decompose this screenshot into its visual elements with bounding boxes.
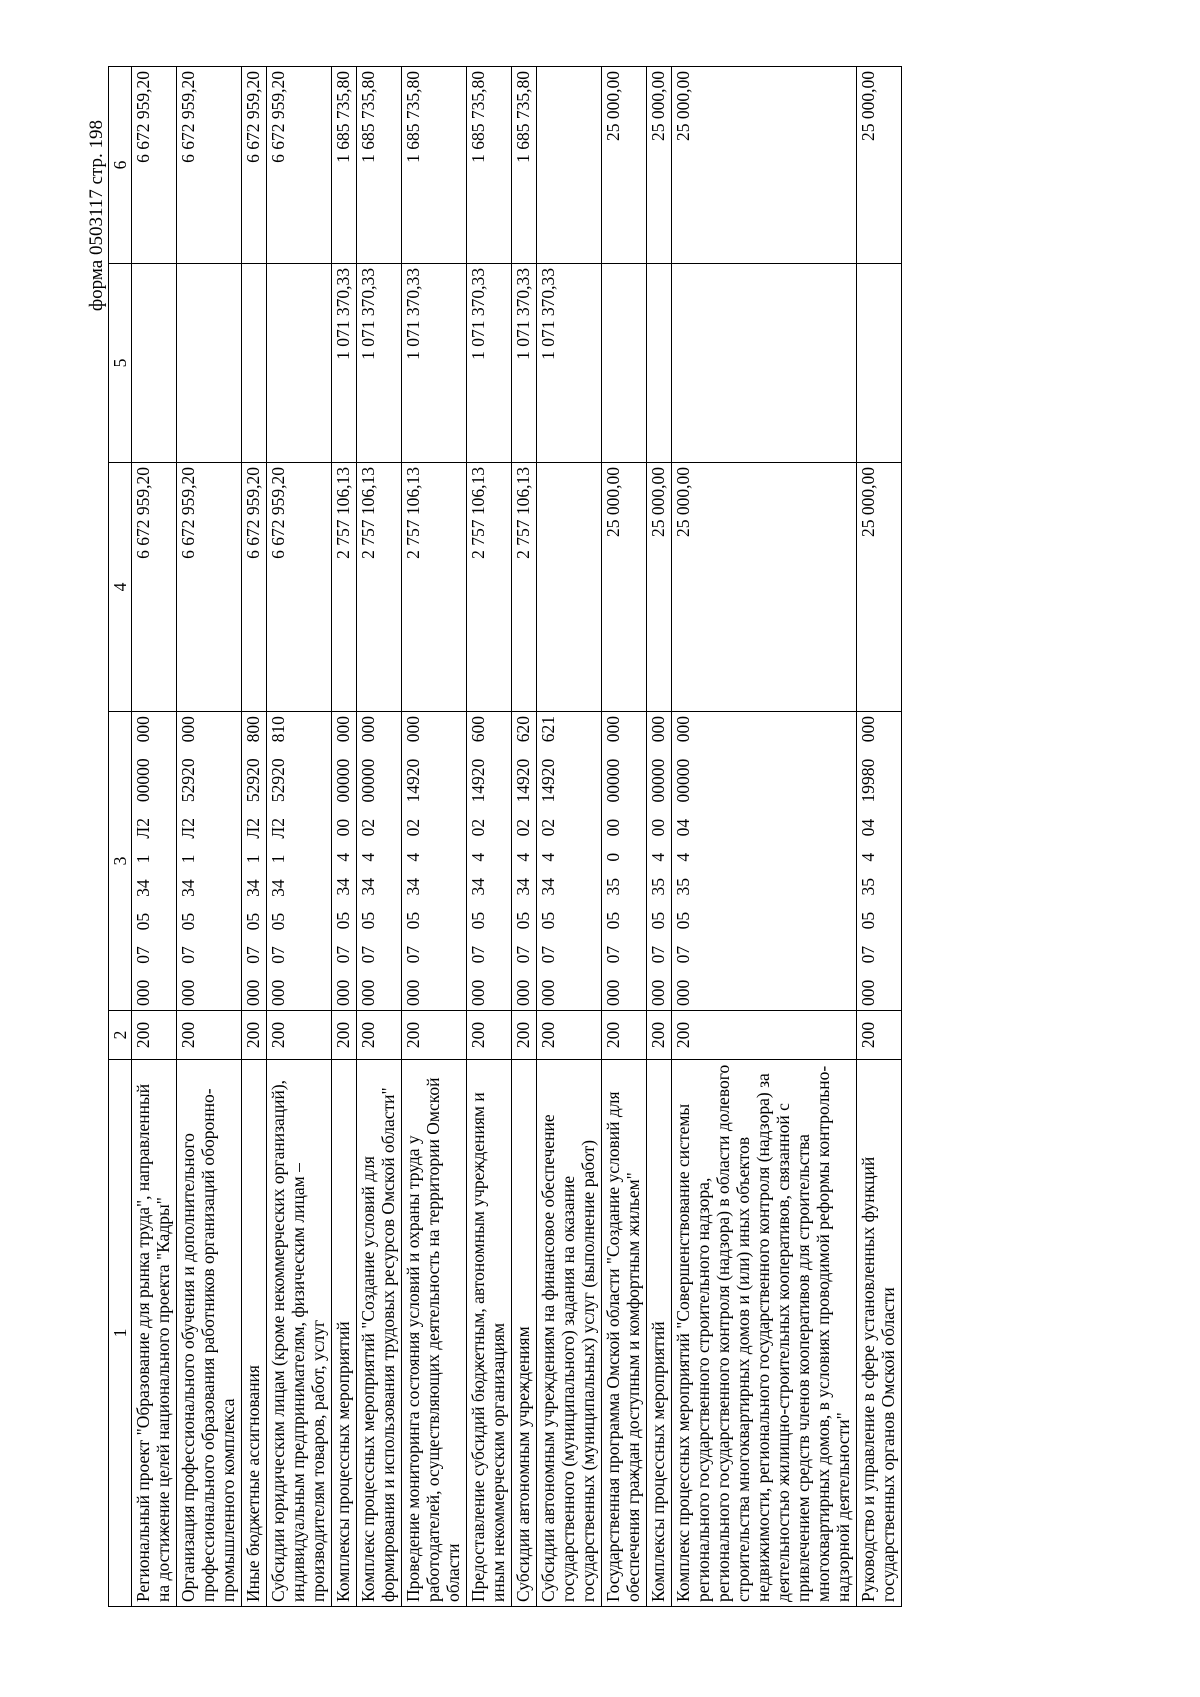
budget-code-part: 000 <box>858 716 878 743</box>
row-col-5-value: 1 071 370,33 <box>402 264 467 463</box>
header-col-2: 2 <box>109 1011 132 1060</box>
row-name: Региональный проект "Образование для рынка труда", направленный на достижение целей национального проекта "Кадры" <box>132 1060 177 1607</box>
budget-code-parts <box>333 716 353 1006</box>
form-label: форма 0503117 стр. 198 <box>86 120 107 312</box>
row-col-4-value: 2 757 106,13 <box>512 463 537 712</box>
row-col-6-value: 6 672 959,20 <box>132 67 177 264</box>
table-row <box>267 67 332 1607</box>
header-col-6: 6 <box>109 67 132 264</box>
budget-code-part: 620 <box>513 716 533 743</box>
budget-code-parts <box>648 716 668 1006</box>
header-row <box>109 67 132 1607</box>
table-row <box>467 67 512 1607</box>
budget-code-part: 000 <box>603 979 623 1006</box>
budget-code-part: 05 <box>468 911 488 930</box>
budget-code-part: 05 <box>673 911 693 930</box>
budget-code-part: 000 <box>603 716 623 743</box>
budget-code-part: 05 <box>358 911 378 930</box>
budget-code-part: 4 <box>333 852 353 862</box>
budget-code-part: 05 <box>513 911 533 930</box>
budget-code-part: 02 <box>513 818 533 837</box>
budget-code-parts <box>178 716 198 1006</box>
budget-code-part: 621 <box>538 716 558 743</box>
budget-code-part: 000 <box>358 716 378 743</box>
budget-code-parts <box>133 716 153 1006</box>
table-row <box>857 67 902 1607</box>
budget-code-part: 05 <box>603 911 623 930</box>
budget-code-part: 00000 <box>333 758 353 803</box>
budget-code-part: 02 <box>538 818 558 837</box>
table-row <box>512 67 537 1607</box>
row-col-4-value: 6 672 959,20 <box>177 463 242 712</box>
row-budget-code <box>672 712 857 1011</box>
row-line-code: 200 <box>332 1011 357 1060</box>
row-line-code: 200 <box>242 1011 267 1060</box>
row-name: Проведение мониторинга состояния условий и охраны труда у работодателей, осуществляющих деятельность на территории Омской области <box>402 1060 467 1607</box>
row-line-code: 200 <box>467 1011 512 1060</box>
budget-code-part: 04 <box>858 818 878 837</box>
row-name: Субсидии автономным учреждениям <box>512 1060 537 1607</box>
budget-code-part: 4 <box>513 852 533 862</box>
header-col-3: 3 <box>109 712 132 1011</box>
budget-code-part: 4 <box>673 852 693 862</box>
budget-code-part: 05 <box>858 911 878 930</box>
budget-code-part: Л2 <box>178 818 198 839</box>
row-line-code: 200 <box>537 1011 602 1060</box>
budget-code-part: 34 <box>358 877 378 896</box>
row-name: Комплекс процессных мероприятий "Совершенствование системы регионального государственного строительного надзора, регионального государственного контроля (надзора) в области долевого строительства многоквартирных домов и (или) иных объектов недвижимости, регионального государственного контроля (надзора) за деятельностью жилищно-строительных кооперативов, связанной с привлечением средств членов кооперативов для строительства многоквартирных домов, в условиях проводимой реформы контрольно-надзорной деятельности" <box>672 1060 857 1607</box>
row-budget-code <box>332 712 357 1011</box>
budget-code-part: 000 <box>673 979 693 1006</box>
budget-code-part: 000 <box>133 979 153 1006</box>
budget-code-part: 35 <box>603 877 623 896</box>
budget-code-part: 05 <box>243 912 263 931</box>
budget-code-part: 000 <box>403 716 423 743</box>
row-line-code: 200 <box>602 1011 647 1060</box>
budget-code-parts <box>468 716 488 1006</box>
budget-code-part: 52920 <box>268 758 288 803</box>
header-col-4: 4 <box>109 463 132 712</box>
header-col-1: 1 <box>109 1060 132 1607</box>
budget-code-part: 00 <box>333 818 353 837</box>
budget-code-part: 4 <box>468 852 488 862</box>
row-col-6-value: 1 685 735,80 <box>467 67 512 264</box>
row-col-5-value: 1 071 370,33 <box>357 264 402 463</box>
report-table <box>108 66 902 1607</box>
row-col-6-value: 6 672 959,20 <box>177 67 242 264</box>
budget-code-part: 34 <box>243 879 263 897</box>
budget-code-part: 07 <box>243 946 263 964</box>
budget-code-part: 07 <box>603 945 623 964</box>
budget-code-part: 000 <box>358 979 378 1006</box>
row-col-4-value <box>537 463 602 712</box>
budget-code-part: 07 <box>468 945 488 964</box>
budget-code-part: 52920 <box>178 758 198 803</box>
row-col-6-value: 25 000,00 <box>857 67 902 264</box>
row-col-6-value: 25 000,00 <box>647 67 672 264</box>
budget-code-part: 00000 <box>358 758 378 803</box>
budget-code-part: 35 <box>648 877 668 896</box>
row-col-5-value: 1 071 370,33 <box>537 264 602 463</box>
row-line-code: 200 <box>647 1011 672 1060</box>
budget-code-parts <box>268 716 288 1006</box>
table-row <box>132 67 177 1607</box>
row-col-4-value: 25 000,00 <box>602 463 647 712</box>
row-col-4-value: 25 000,00 <box>857 463 902 712</box>
row-line-code: 200 <box>857 1011 902 1060</box>
row-col-5-value <box>177 264 242 463</box>
budget-code-part: 02 <box>403 818 423 837</box>
budget-code-part: 000 <box>538 979 558 1006</box>
row-col-5-value <box>132 264 177 463</box>
table-row <box>357 67 402 1607</box>
budget-code-parts <box>403 716 423 1006</box>
budget-code-part: 05 <box>403 911 423 930</box>
table-body <box>132 67 902 1607</box>
row-col-4-value: 2 757 106,13 <box>467 463 512 712</box>
row-budget-code <box>242 712 267 1011</box>
row-col-6-value: 6 672 959,20 <box>242 67 267 264</box>
row-col-4-value: 2 757 106,13 <box>402 463 467 712</box>
budget-code-part: 07 <box>858 945 878 964</box>
budget-code-parts <box>243 716 263 1006</box>
row-col-4-value: 25 000,00 <box>672 463 857 712</box>
budget-code-part: 05 <box>333 911 353 930</box>
row-line-code: 200 <box>402 1011 467 1060</box>
row-col-5-value: 1 071 370,33 <box>467 264 512 463</box>
table-row <box>672 67 857 1607</box>
budget-code-part: 00 <box>648 818 668 837</box>
budget-code-part: 05 <box>268 912 288 931</box>
row-budget-code <box>467 712 512 1011</box>
table-row <box>537 67 602 1607</box>
row-budget-code <box>602 712 647 1011</box>
row-name: Иные бюджетные ассигнования <box>242 1060 267 1607</box>
budget-code-part: 07 <box>358 945 378 964</box>
budget-code-parts <box>673 716 693 1006</box>
budget-code-part: 14920 <box>403 758 423 803</box>
budget-code-part: 34 <box>538 877 558 896</box>
budget-code-parts <box>858 716 878 1006</box>
row-col-4-value: 6 672 959,20 <box>132 463 177 712</box>
budget-code-part: 07 <box>648 945 668 964</box>
row-col-4-value: 6 672 959,20 <box>267 463 332 712</box>
budget-code-part: 07 <box>133 946 153 964</box>
budget-code-part: 35 <box>858 877 878 896</box>
budget-code-part: 07 <box>403 945 423 964</box>
budget-code-part: 4 <box>648 852 668 862</box>
budget-code-part: 00000 <box>133 758 153 803</box>
row-name: Предоставление субсидий бюджетным, автономным учреждениям и иным некоммерческим организациям <box>467 1060 512 1607</box>
row-col-5-value <box>602 264 647 463</box>
row-name: Комплексы процессных мероприятий <box>332 1060 357 1607</box>
row-budget-code <box>177 712 242 1011</box>
budget-code-part: 02 <box>358 818 378 837</box>
budget-code-part: 000 <box>178 979 198 1006</box>
budget-code-part: 00000 <box>648 758 668 803</box>
row-name: Руководство и управление в сфере установленных функций государственных органов Омской области <box>857 1060 902 1607</box>
budget-code-part: 000 <box>858 979 878 1006</box>
table-row <box>602 67 647 1607</box>
table-row <box>402 67 467 1607</box>
budget-code-part: 1 <box>133 854 153 864</box>
budget-code-part: 000 <box>513 979 533 1006</box>
budget-code-part: 07 <box>333 945 353 964</box>
row-col-6-value: 1 685 735,80 <box>357 67 402 264</box>
row-line-code: 200 <box>672 1011 857 1060</box>
budget-code-part: 00 <box>603 818 623 837</box>
budget-code-part: 000 <box>268 979 288 1006</box>
budget-code-part: 000 <box>333 716 353 743</box>
row-col-6-value: 25 000,00 <box>672 67 857 264</box>
row-budget-code <box>857 712 902 1011</box>
budget-code-part: 19980 <box>858 758 878 803</box>
budget-code-part: Л2 <box>268 818 288 839</box>
budget-code-part: 4 <box>858 852 878 862</box>
row-col-6-value <box>537 67 602 264</box>
budget-code-part: 000 <box>133 716 153 743</box>
row-budget-code <box>647 712 672 1011</box>
budget-code-part: 0 <box>603 852 623 862</box>
row-col-6-value: 1 685 735,80 <box>512 67 537 264</box>
row-col-4-value: 2 757 106,13 <box>357 463 402 712</box>
table-row <box>647 67 672 1607</box>
row-line-code: 200 <box>512 1011 537 1060</box>
budget-code-part: 14920 <box>468 758 488 803</box>
budget-code-part: Л2 <box>243 818 263 839</box>
row-col-6-value: 1 685 735,80 <box>402 67 467 264</box>
budget-code-part: 4 <box>403 852 423 862</box>
budget-code-part: 1 <box>243 854 263 864</box>
row-budget-code <box>267 712 332 1011</box>
budget-code-part: 07 <box>538 945 558 964</box>
budget-code-part: 600 <box>468 716 488 743</box>
row-line-code: 200 <box>357 1011 402 1060</box>
budget-code-parts <box>538 716 558 1006</box>
row-budget-code <box>537 712 602 1011</box>
budget-code-part: Л2 <box>133 818 153 839</box>
budget-code-part: 4 <box>538 852 558 862</box>
row-col-6-value: 25 000,00 <box>602 67 647 264</box>
row-col-4-value: 25 000,00 <box>647 463 672 712</box>
budget-code-part: 07 <box>673 945 693 964</box>
row-col-5-value <box>647 264 672 463</box>
budget-code-part: 02 <box>468 818 488 837</box>
budget-code-parts <box>358 716 378 1006</box>
budget-code-part: 34 <box>268 879 288 897</box>
budget-code-part: 000 <box>178 716 198 743</box>
budget-code-parts <box>603 716 623 1006</box>
budget-code-part: 34 <box>403 877 423 896</box>
budget-code-part: 05 <box>538 911 558 930</box>
row-col-5-value <box>242 264 267 463</box>
budget-code-part: 14920 <box>538 758 558 803</box>
row-line-code: 200 <box>177 1011 242 1060</box>
budget-code-part: 000 <box>468 979 488 1006</box>
table-row <box>332 67 357 1607</box>
row-col-5-value <box>267 264 332 463</box>
row-col-6-value: 1 685 735,80 <box>332 67 357 264</box>
budget-code-part: 34 <box>178 879 198 897</box>
budget-code-part: 07 <box>268 946 288 964</box>
row-col-5-value <box>857 264 902 463</box>
budget-code-part: 00000 <box>603 758 623 803</box>
budget-code-part: 05 <box>178 912 198 931</box>
row-budget-code <box>402 712 467 1011</box>
row-col-5-value <box>672 264 857 463</box>
row-budget-code <box>357 712 402 1011</box>
budget-code-part: 07 <box>178 946 198 964</box>
budget-code-part: 4 <box>358 852 378 862</box>
row-name: Комплекс процессных мероприятий "Создание условий для формирования и использования трудовых ресурсов Омской области" <box>357 1060 402 1607</box>
row-col-5-value: 1 071 370,33 <box>512 264 537 463</box>
budget-code-part: 1 <box>268 854 288 864</box>
row-col-5-value: 1 071 370,33 <box>332 264 357 463</box>
budget-code-part: 07 <box>513 945 533 964</box>
budget-code-parts <box>513 716 533 1006</box>
row-name: Организация профессионального обучения и дополнительного профессионального образования работников организаций оборонно-промышленного комплекса <box>177 1060 242 1607</box>
row-col-4-value: 2 757 106,13 <box>332 463 357 712</box>
row-budget-code <box>132 712 177 1011</box>
budget-code-part: 14920 <box>513 758 533 803</box>
row-col-6-value: 6 672 959,20 <box>267 67 332 264</box>
budget-code-part: 000 <box>673 716 693 743</box>
budget-code-part: 34 <box>333 877 353 896</box>
budget-code-part: 810 <box>268 716 288 743</box>
table-row <box>242 67 267 1607</box>
budget-code-part: 34 <box>513 877 533 896</box>
budget-code-part: 35 <box>673 877 693 896</box>
budget-code-part: 000 <box>243 979 263 1006</box>
row-line-code: 200 <box>132 1011 177 1060</box>
budget-code-part: 34 <box>133 879 153 897</box>
budget-code-part: 000 <box>648 716 668 743</box>
row-name: Субсидии юридическим лицам (кроме некоммерческих организаций), индивидуальным предпринимателям, физическим лицам – производителям товаров, работ, услуг <box>267 1060 332 1607</box>
budget-code-part: 05 <box>133 912 153 931</box>
table-row <box>177 67 242 1607</box>
budget-code-part: 04 <box>673 818 693 837</box>
row-budget-code <box>512 712 537 1011</box>
row-name: Государственная программа Омской области "Создание условий для обеспечения граждан доступным и комфортным жильем" <box>602 1060 647 1607</box>
budget-code-part: 52920 <box>243 758 263 803</box>
row-name: Комплексы процессных мероприятий <box>647 1060 672 1607</box>
row-col-4-value: 6 672 959,20 <box>242 463 267 712</box>
row-name: Субсидии автономным учреждениям на финансовое обеспечение государственного (муниципального) задания на оказание государственных (муниципальных) услуг (выполнение работ) <box>537 1060 602 1607</box>
budget-code-part: 000 <box>403 979 423 1006</box>
budget-code-part: 1 <box>178 854 198 864</box>
budget-code-part: 000 <box>333 979 353 1006</box>
header-col-5: 5 <box>109 264 132 463</box>
budget-code-part: 00000 <box>673 758 693 803</box>
budget-code-part: 05 <box>648 911 668 930</box>
budget-code-part: 34 <box>468 877 488 896</box>
row-line-code: 200 <box>267 1011 332 1060</box>
budget-code-part: 000 <box>648 979 668 1006</box>
budget-code-part: 800 <box>243 716 263 743</box>
